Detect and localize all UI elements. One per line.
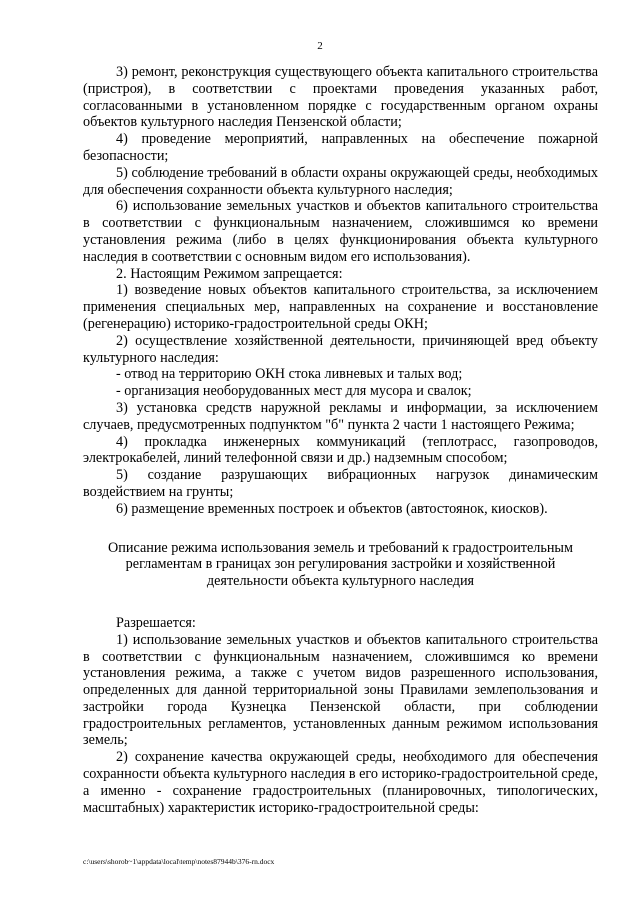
- paragraph: Разрешается:: [116, 614, 196, 631]
- document-body: [83, 64, 598, 816]
- page-number: 2: [317, 40, 323, 52]
- paragraph: 5) соблюдение требований в области охраны окружающей среды, необходимых для обеспечения сохранности объекта культурного наследия;: [83, 164, 598, 198]
- paragraph: 2) осуществление хозяйственной деятельности, причиняющей вред объекту культурного наследия:: [83, 332, 598, 366]
- spacer: [83, 518, 598, 540]
- paragraph: 3) ремонт, реконструкция существующего объекта капитального строительства (пристроя), в соответствии с проектами проведения указанных работ, согласованными в установленном порядке с государственным органом охраны объектов культурного наследия Пензенской области;: [83, 64, 598, 131]
- paragraph: 6) использование земельных участков и объектов капитального строительства в соответствии с функциональным назначением, сложившимся ко времени установления режима (либо в целях функционирования объекта культурного наследия в соответствии с основным видом его использования).: [83, 198, 598, 265]
- paragraph: 3) установка средств наружной рекламы и информации, за исключением случаев, предусмотренных подпунктом "б" пункта 2 части 1 настоящего Режима;: [83, 399, 598, 433]
- section-title: Описание режима использования земель и требований к градостроительным регламентам в границах зон регулирования застройки и хозяйственной деятельности объекта культурного наследия: [108, 539, 573, 590]
- paragraph: 4) прокладка инженерных коммуникаций (теплотрасс, газопроводов, электрокабелей, линий телефонной связи и др.) надземным способом;: [83, 433, 598, 467]
- spacer: [83, 590, 598, 615]
- paragraph: 2) сохранение качества окружающей среды, необходимого для обеспечения сохранности объекта культурного наследия в его историко-градостроительной среде, а именно - сохранение градостроительных (планировочных, типологических, масштабных) характеристик историко-градостроительной среды:: [83, 749, 598, 816]
- paragraph: 1) возведение новых объектов капитального строительства, за исключением применения специальных мер, направленных на сохранение и восстановление (регенерацию) историко-градостроительной среды ОКН;: [83, 282, 598, 332]
- paragraph: 4) проведение мероприятий, направленных на обеспечение пожарной безопасности;: [83, 131, 598, 164]
- paragraph: 6) размещение временных построек и объектов (автостоянок, киосков).: [116, 500, 548, 517]
- paragraph: 1) использование земельных участков и объектов капитального строительства в соответствии с функциональным назначением, сложившимся ко времени установления режима, а также с учетом видов разрешенного использования, определенных для данной территориальной зоны Правилами землепользования и застройки города Кузнецка Пензенской области, при соблюдении градостроительных регламентов, установленных данным режимом использования земель;: [83, 631, 598, 749]
- paragraph: - организация необорудованных мест для мусора и свалок;: [116, 383, 472, 400]
- paragraph: - отвод на территорию ОКН стока ливневых и талых вод;: [116, 366, 463, 383]
- footer-file-path: c:\users\shorob~1\appdata\local\temp\notes87944b\376-rn.docx: [83, 857, 275, 866]
- paragraph: 2. Настоящим Режимом запрещается:: [116, 265, 343, 282]
- paragraph: 5) создание разрушающих вибрационных нагрузок динамическим воздействием на грунты;: [83, 467, 598, 500]
